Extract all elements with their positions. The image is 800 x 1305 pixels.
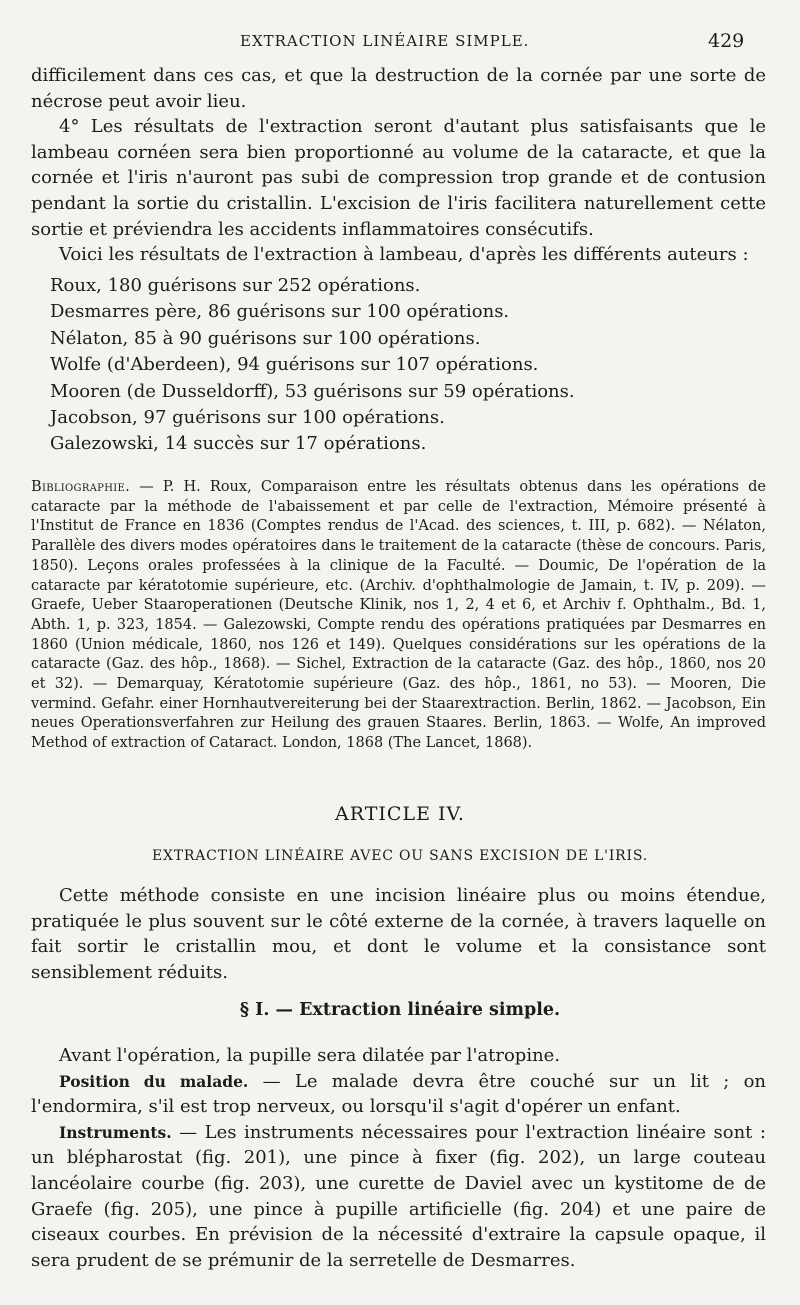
list-item: Roux, 180 guérisons sur 252 opérations. [50, 275, 421, 296]
paragraph-results-intro: Voici les résultats de l'extraction à lambeau, d'après les différents auteurs : [59, 244, 749, 266]
list-item: Desmarres père, 86 guérisons sur 100 opérations. [50, 301, 510, 323]
article-title: ARTICLE IV. [335, 803, 465, 825]
list-item: Wolfe (d'Aberdeen), 94 guérisons sur 107 opérations. [50, 354, 539, 376]
article-intro-block [31, 883, 766, 985]
running-head [0, 28, 800, 58]
results-list [50, 273, 575, 458]
bibliography-entries: — P. H. Roux, Comparaison entre les résultats obtenus dans les opérations de cataracte par la méthode de l'abaissement et par celle de l'extraction, Mémoire présenté à l'Institut de France en 1836 (Comptes rendus de l'Acad. des sciences, t. III, p. 682). — Nélaton, Parallèle des divers modes opératoires dans le traitement de la cataracte (thèse de concours. Paris, 1850). Leçons orales professées à la clinique de la Faculté. — Doumic, De l'opération de la cataracte par kératotomie supérieure, etc. (Archiv. d'ophthalmologie de Jamain, t. IV, p. 209). — Graefe, Ueber Staaroperationen (Deutsche Klinik, nos 1, 2, 4 et 6, et Archiv f. Ophthalm., Bd. 1, Abth. 1, p. 323, 1854. — Galezowski, Compte rendu des opérations pratiquées par Desmarres en 1860 (Union médicale, 1860, nos 126 et 149). Quelques considérations sur les opérations de la cataracte (Gaz. des hôp., 1868). — Sichel, Extraction de la cataracte (Gaz. des hôp., 1860, nos 20 et 32). — Demarquay, Kératotomie supérieure (Gaz. des hôp., 1861, no 53). — Mooren, Die vermind. Gefahr. einer Hornhautvereiterung bei der Staarextraction. Berlin, 1862. — Jacobson, Ein neues Operationsverfahren zur Heilung des grauen Staares. Berlin, 1863. — Wolfe, An improved Method of extraction of Cataract. London, 1868 (The Lancet, 1868). [31, 479, 766, 752]
bibliography [31, 478, 766, 754]
position-label: Position du malade. [59, 1071, 249, 1091]
section-title: § I. — Extraction linéaire simple. [239, 1000, 561, 1020]
page-number: 429 [708, 30, 745, 52]
paragraph-instruments [31, 1120, 766, 1274]
instruments-text: — Les instruments nécessaires pour l'extraction linéaire sont : un blépharostat (fig. 201), une pince à fixer (fig. 202), un large couteau lancéolaire courbe (fig. 203), une curette de Daviel avec un kystitome de de Graefe (fig. 205), une pince à pupille artificielle (fig. 204) et une paire de ciseaux courbes. En prévision de la nécessité d'extraire la capsule opaque, il sera prudent de se prémunir de la serretelle de Desmarres. [31, 1121, 766, 1271]
list-item: Nélaton, 85 à 90 guérisons sur 100 opérations. [50, 327, 481, 349]
position-text: — Le malade devra être couché sur un lit ; on l'endormira, s'il est trop nerveux, ou lorsqu'il s'agit d'opérer un enfant. [31, 1070, 766, 1118]
list-item: Mooren (de Dusseldorff), 53 guérisons sur 59 opérations. [50, 380, 575, 402]
bibliography-text [31, 478, 766, 754]
bibliography-label: Bibliographie. [31, 479, 130, 495]
list-item: Galezowski, 14 succès sur 17 opérations. [50, 433, 427, 455]
running-title: EXTRACTION LINÉAIRE SIMPLE. [240, 32, 530, 50]
paragraph-results-conditions: 4° Les résultats de l'extraction seront d'autant plus satisfaisants que le lambeau cornéen sera bien proportionné au volume de la cataracte, et que la cornée et l'iris n'auront pas subi de compression trop grande et de contusion pendant la sortie du cristallin. L'excision de l'iris facilitera naturellement cette sortie et préviendra les accidents inflammatoires consécutifs. [31, 116, 766, 240]
paragraph-continuation: difficilement dans ces cas, et que la destruction de la cornée par une sorte de nécrose peut avoir lieu. [31, 65, 766, 112]
paragraph-position [31, 1069, 766, 1120]
article-subtitle: EXTRACTION LINÉAIRE AVEC OU SANS EXCISION DE L'IRIS. [152, 848, 648, 864]
paragraph-before-operation: Avant l'opération, la pupille sera dilatée par l'atropine. [59, 1045, 561, 1066]
section-body [31, 1043, 766, 1273]
instruments-label: Instruments. [59, 1122, 172, 1142]
list-item: Jacobson, 97 guérisons sur 100 opérations. [50, 407, 445, 429]
intro-block [31, 63, 766, 268]
article-intro: Cette méthode consiste en une incision linéaire plus ou moins étendue, pratiquée le plus souvent sur le côté externe de la cornée, à travers laquelle on fait sortir le cristallin mou, et dont le volume et la consistance sont sensiblement réduits. [31, 885, 766, 983]
